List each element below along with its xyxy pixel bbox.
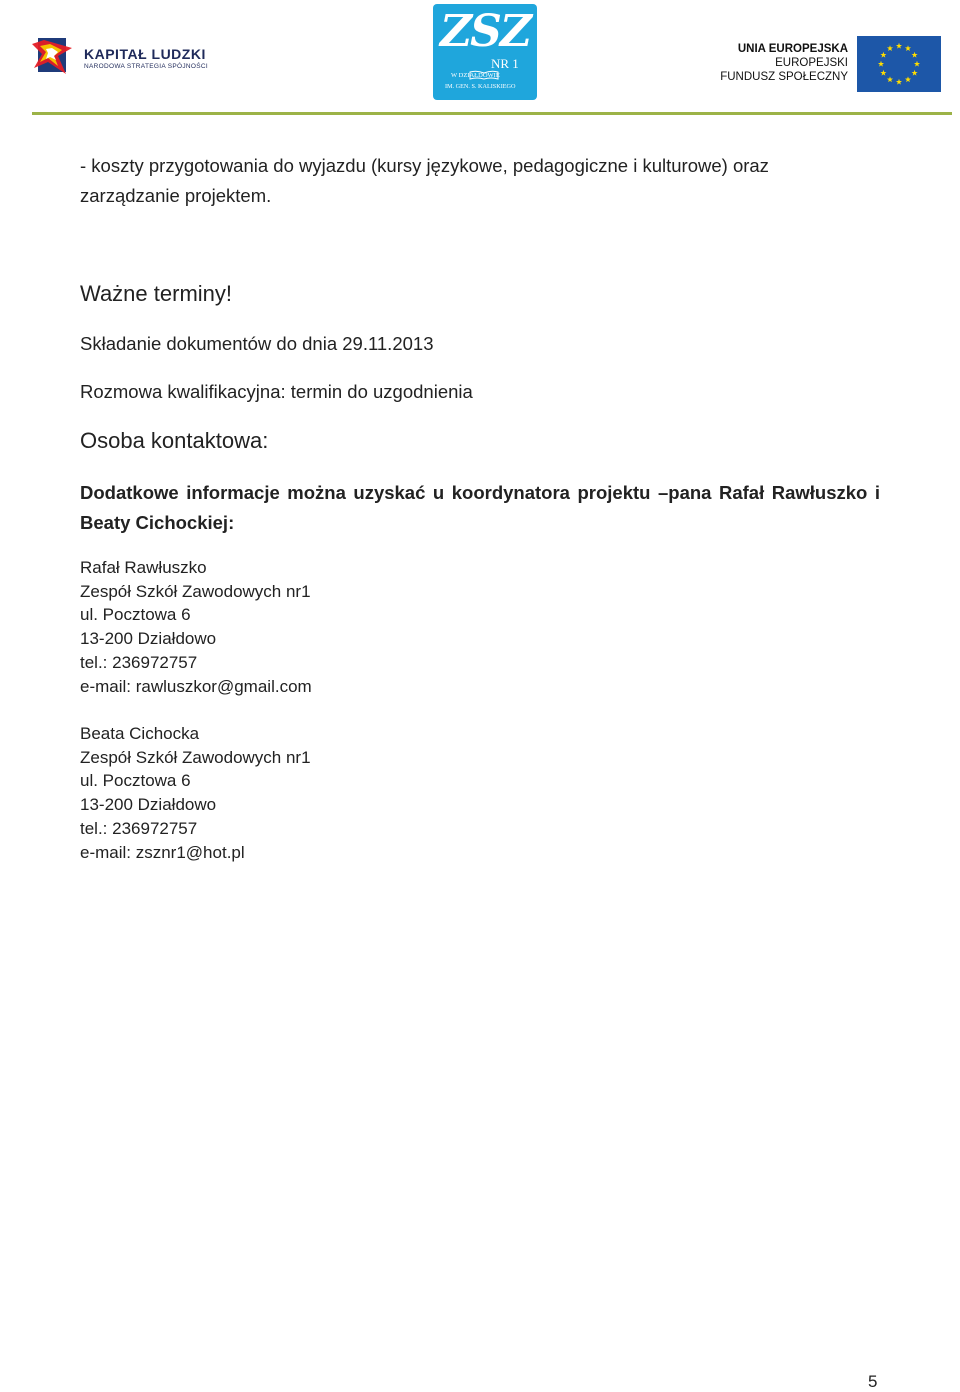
important-dates-heading: Ważne terminy! <box>80 281 233 306</box>
eu-logo-line1: UNIA EUROPEJSKA <box>737 43 848 55</box>
interview-info: Rozmowa kwalifikacyjna: termin do uzgodnienia <box>80 381 473 402</box>
page-number: 5 <box>868 1372 878 1391</box>
school-logo <box>433 4 537 100</box>
page-header <box>0 0 960 118</box>
contact-city: 13-200 Działdowo <box>80 795 217 815</box>
contact-street: ul. Pocztowa 6 <box>80 771 191 791</box>
school-logo-letters: ZSZ <box>439 6 530 57</box>
eu-stars-icon <box>857 36 941 92</box>
additional-info-paragraph <box>80 478 880 538</box>
intro-line-2: zarządzanie projektem. <box>80 185 272 206</box>
contact-name: Rafał Rawłuszko <box>80 558 207 577</box>
contact-card-cichocka <box>80 722 311 864</box>
eu-star <box>896 43 902 49</box>
intro-paragraph <box>80 151 769 211</box>
kapital-ludzki-logo <box>32 34 232 78</box>
contact-email: e-mail: rawluszkor@gmail.com <box>80 676 312 696</box>
eu-star <box>880 70 886 76</box>
contact-phone: tel.: 236972757 <box>80 652 198 672</box>
eu-star <box>905 76 911 82</box>
eu-star <box>887 45 893 51</box>
eu-logo <box>716 34 946 94</box>
submission-deadline: Składanie dokumentów do dnia 29.11.2013 <box>80 333 434 354</box>
eu-star <box>912 70 918 76</box>
eu-flag-icon <box>857 36 941 92</box>
kapital-ludzki-subtitle: NARODOWA STRATEGIA SPÓJNOŚCI <box>84 63 208 70</box>
eu-star <box>887 76 893 82</box>
contact-email: e-mail: zsznr1@hot.pl <box>80 842 245 862</box>
contact-name: Beata Cichocka <box>80 724 200 743</box>
eu-logo-text <box>720 42 848 84</box>
intro-line-1: - koszty przygotowania do wyjazdu (kursy językowe, pedagogiczne i kulturowe) oraz <box>80 155 769 176</box>
eu-star <box>914 61 920 67</box>
eu-star <box>912 52 918 58</box>
eu-logo-line3: FUNDUSZ SPOŁECZNY <box>720 71 848 83</box>
additional-info-line-1: Dodatkowe informacje można uzyskać u koordynatora projektu –pana Rafał Rawłuszko i <box>80 482 880 503</box>
contact-city: 13-200 Działdowo <box>80 629 217 649</box>
kapital-ludzki-title: KAPITAŁ LUDZKI <box>84 46 206 62</box>
header-divider <box>32 112 952 115</box>
contact-street: ul. Pocztowa 6 <box>80 605 191 625</box>
contact-phone: tel.: 236972757 <box>80 818 198 838</box>
contact-school: Zespół Szkół Zawodowych nr1 <box>80 747 311 767</box>
eu-star <box>896 79 902 85</box>
school-logo-number: NR 1 <box>491 56 519 71</box>
contact-card-rawluszko <box>80 556 312 698</box>
contact-person-heading: Osoba kontaktowa: <box>80 428 269 453</box>
kapital-ludzki-emblem-icon <box>32 34 76 78</box>
school-logo-patron: IM. GEN. S. KALISKIEGO <box>445 83 516 90</box>
contact-school: Zespół Szkół Zawodowych nr1 <box>80 581 311 601</box>
eu-star <box>905 45 911 51</box>
eu-logo-line2: EUROPEJSKI <box>775 57 848 69</box>
school-logo-city: W DZIAŁDOWIE <box>451 72 500 79</box>
eu-star <box>878 61 884 67</box>
additional-info-line-2: Beaty Cichockiej: <box>80 512 235 533</box>
eu-star <box>880 52 886 58</box>
